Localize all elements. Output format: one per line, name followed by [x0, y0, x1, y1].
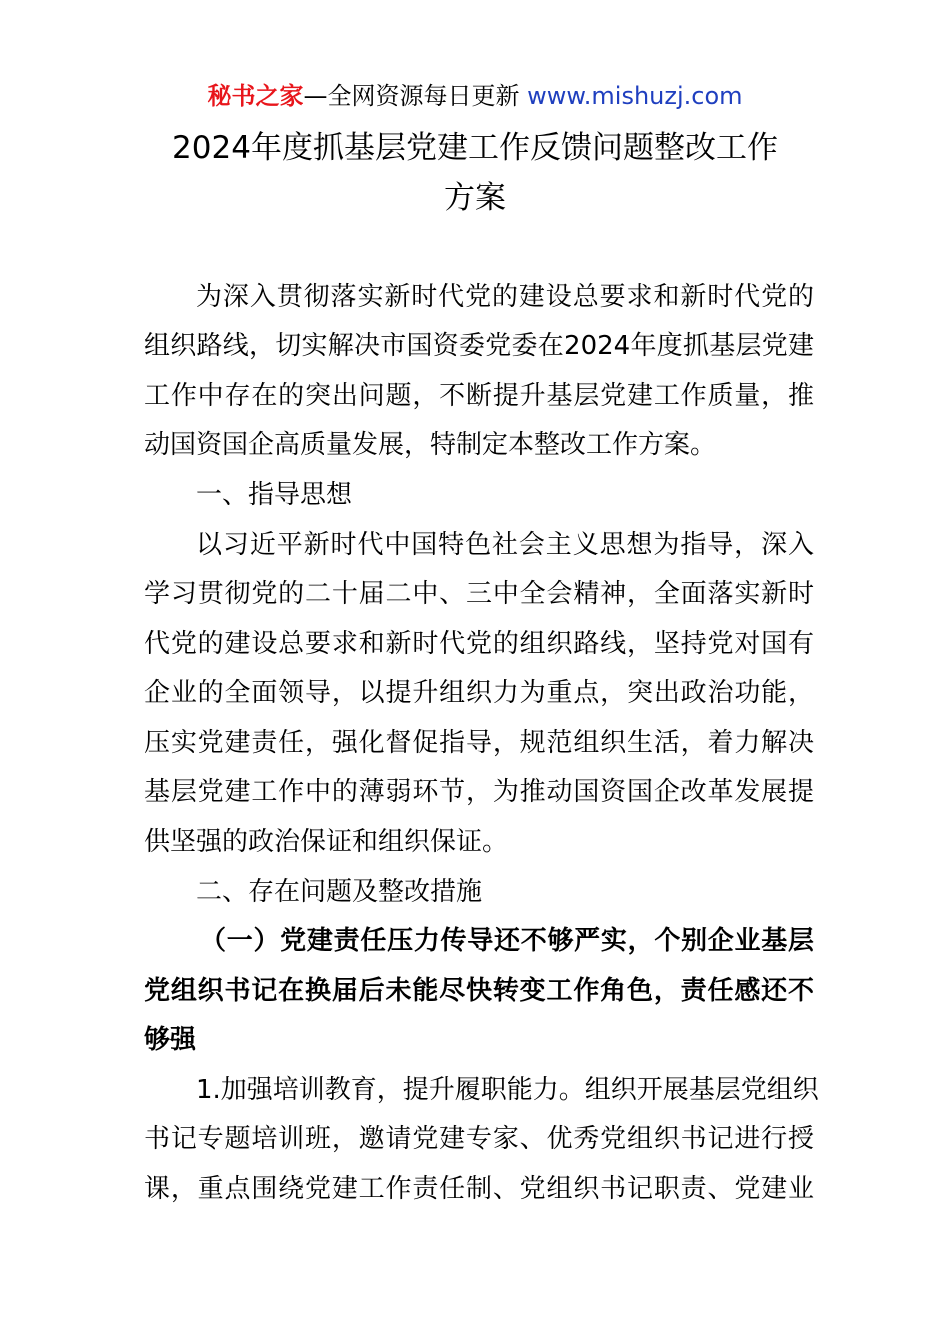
site-header — [0, 80, 950, 112]
document-title-line-2: 方案 — [444, 180, 506, 216]
paragraph-line: 工作中存在的突出问题，不断提升基层党建工作质量，推 — [144, 381, 814, 411]
paragraph-line: 1.加强培训教育，提升履职能力。组织开展基层党组织 — [196, 1075, 819, 1105]
paragraph-line: 书记专题培训班，邀请党建专家、优秀党组织书记进行授 — [144, 1124, 814, 1154]
paragraph-line: 以习近平新时代中国特色社会主义思想为指导，深入 — [196, 530, 814, 560]
paragraph-line: 组织路线，切实解决市国资委党委在2024年度抓基层党建 — [144, 331, 814, 361]
brand-name: 秘书之家 — [207, 82, 304, 110]
subsection-heading-line: （一）党建责任压力传导还不够严实，个别企业基层 — [200, 926, 814, 956]
paragraph-line: 压实党建责任，强化督促指导，规范组织生活，着力解决 — [144, 728, 814, 758]
header-tagline: —全网资源每日更新 — [303, 82, 520, 110]
paragraph-line: 学习贯彻党的二十届二中、三中全会精神，全面落实新时 — [144, 579, 814, 609]
document-title-line-1: 2024年度抓基层党建工作反馈问题整改工作 — [172, 130, 778, 166]
paragraph-line: 为深入贯彻落实新时代党的建设总要求和新时代党的 — [196, 282, 814, 312]
subsection-heading-line: 够强 — [144, 1025, 197, 1055]
subsection-heading-line: 党组织书记在换届后未能尽快转变工作角色，责任感还不 — [144, 976, 814, 1006]
paragraph-line: 课，重点围绕党建工作责任制、党组织书记职责、党建业 — [144, 1174, 814, 1204]
paragraph-line: 基层党建工作中的薄弱环节，为推动国资国企改革发展提 — [144, 777, 814, 807]
paragraph-line: 企业的全面领导，以提升组织力为重点，突出政治功能， — [144, 678, 814, 708]
paragraph-line: 代党的建设总要求和新时代党的组织路线，坚持党对国有 — [144, 629, 814, 659]
paragraph-line: 动国资国企高质量发展，特制定本整改工作方案。 — [144, 430, 717, 460]
section-heading: 一、指导思想 — [196, 480, 353, 510]
paragraph-line: 供坚强的政治保证和组织保证。 — [144, 827, 509, 857]
site-url[interactable]: www.mishuzj.com — [527, 82, 743, 110]
section-heading: 二、存在问题及整改措施 — [196, 877, 483, 907]
